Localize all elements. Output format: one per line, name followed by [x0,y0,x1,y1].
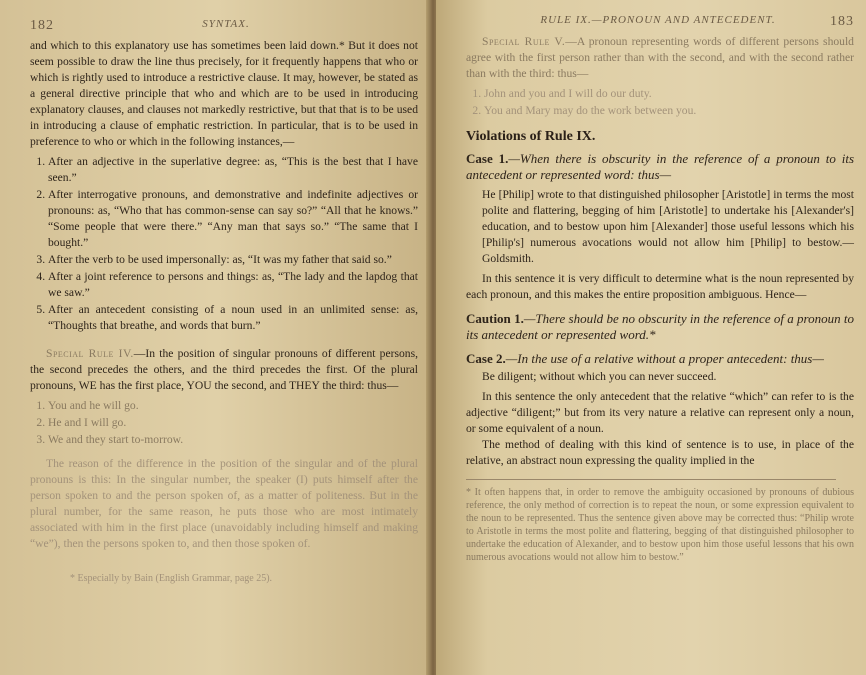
instance-item: 1. After an adjective in the superlative degree: as, “This is the best that I have seen.” [48,154,418,186]
special-rule-iv [30,346,418,394]
instances-list [30,154,418,334]
instance-item: 4. After a joint reference to persons and things: as, “The lady and the lapdog that we saw.” [48,269,418,301]
left-running-head [30,18,418,34]
example-item: 2. You and Mary may do the work between you. [484,103,854,119]
left-footnote: * Especially by Bain (English Grammar, page 25). [70,573,273,584]
rule-v-examples [466,86,854,119]
right-footnote: * It often happens that, in order to remove the ambiguity occasioned by pronouns of dubious reference, the only method of correction is to repeat the noun, or some expression equivalent to the noun to be represented. Thus the sentence given above may be corrected thus: “Philip wrote to Aristotle in terms the most polite and flattering, begging of that distinguished philosopher to undertake the education of Alexander, and to bestow upon him those useful lessons that his own numerous avocations would not allow him to bestow.” [466,487,854,563]
case-1 [466,151,854,183]
case-1-text: —When there is obscurity in the reference of a pronoun to its antecedent or represented word: thus— [466,151,854,182]
caution-1-text: —There should be no obscurity in the reference of a pronoun to its antecedent or represented word.* [466,311,855,342]
special-rule-iv-label: Special Rule IV. [46,347,134,360]
right-page-number: 183 [830,14,854,29]
special-rule-v-text: —A pronoun representing words of different persons should agree with the first person rather than with the second, and with the second rather than with the third: thus— [466,35,854,80]
case-1-label: Case 1. [466,151,509,166]
example-item: 1. John and you and I will do our duty. [484,86,854,102]
footnote-rule [466,479,836,480]
instance-item: 3. After the verb to be used impersonally: as, “It was my father that said so.” [48,252,418,268]
special-rule-iv-text: —In the position of singular pronouns of different persons, the second precedes the others, and the third precedes the first. Of the plural pronouns, WE has the first place, YOU the second, and THEY the third: thus— [30,347,418,392]
case-2 [466,351,854,367]
method-paragraph: The method of dealing with this kind of sentence is to use, in place of the relative, an abstract noun expressing the quality implied in the [466,438,854,467]
instance-item: 5. After an antecedent consisting of a noun used in an unlimited sense: as, “Thoughts that breathe, and words that burn.” [48,302,418,334]
rule-iv-examples [30,398,418,448]
right-page [436,0,866,675]
case-1-comment: In this sentence it is very difficult to determine what is the noun represented by each pronoun, and this makes the entire proposition ambiguous. Hence— [466,272,854,301]
caution-1 [466,311,854,343]
reason-paragraph: The reason of the difference in the position of the singular and of the plural pronouns is this: In the singular number, the speaker (I) puts himself after the person spoken to and the person spoken of, as a matter of politeness. But in the plural number, for the same reason, he puts those who are most intimately associated with him in the first place (unavoidably including himself and making “we”), then the persons spoken to, and then those spoken of. [30,457,418,550]
caution-1-label: Caution 1. [466,311,524,326]
case-2-label: Case 2. [466,351,506,366]
left-running-title: SYNTAX. [202,18,250,30]
case-2-text: —In the use of a relative without a proper antecedent: thus— [505,351,824,366]
case-2-comment: In this sentence the only antecedent that the relative “which” can refer to is the adjective “diligent;” but from its very nature a relative can represent only a noun, or some equivalent of a noun. [466,390,854,435]
example-item: 2. He and I will go. [48,415,418,431]
left-intro-paragraph: and which to this explanatory use has sometimes been laid down.* But it does not seem possible to draw the line thus precisely, for it frequently happens that who or which is rightly used to introduce a restrictive clause. It may, however, be stated as a general directive principle that who and which are to be used in introducing explanatory clauses, and clauses not markedly restrictive, but that that is to be used in introducing a clause of emphatic restriction. In particular, that is to be used in preference to who or which in the following instances,— [30,39,418,148]
right-running-head [466,14,854,30]
case-2-example: Be diligent; without which you can never succeed. [482,370,717,383]
section-title: Violations of Rule IX. [466,129,596,144]
left-page [0,0,432,675]
right-running-title: RULE IX.—PRONOUN AND ANTECEDENT. [540,14,776,26]
instance-item: 2. After interrogative pronouns, and demonstrative and indefinite adjectives or pronouns: as, “Who that has common-sense can say so?” “All that he knows.” “Some people that were there.” “Any man that says so.” “The same that I bought.” [48,187,418,251]
example-item: 3. We and they start to-morrow. [48,432,418,448]
example-item: 1. You and he will go. [48,398,418,414]
case-1-example: He [Philip] wrote to that distinguished philosopher [Aristotle] in terms the most polite and flattering, begging of him [Aristotle] to undertake his [Alexander's] education, and to bestow upon him [Alexander] those useful lessons which his [Philip's] numerous avocations would not allow him [Philip] to bestow.—Goldsmith. [482,188,854,265]
special-rule-v [466,34,854,82]
special-rule-v-label: Special Rule V. [482,35,566,48]
left-page-number: 182 [30,18,54,33]
